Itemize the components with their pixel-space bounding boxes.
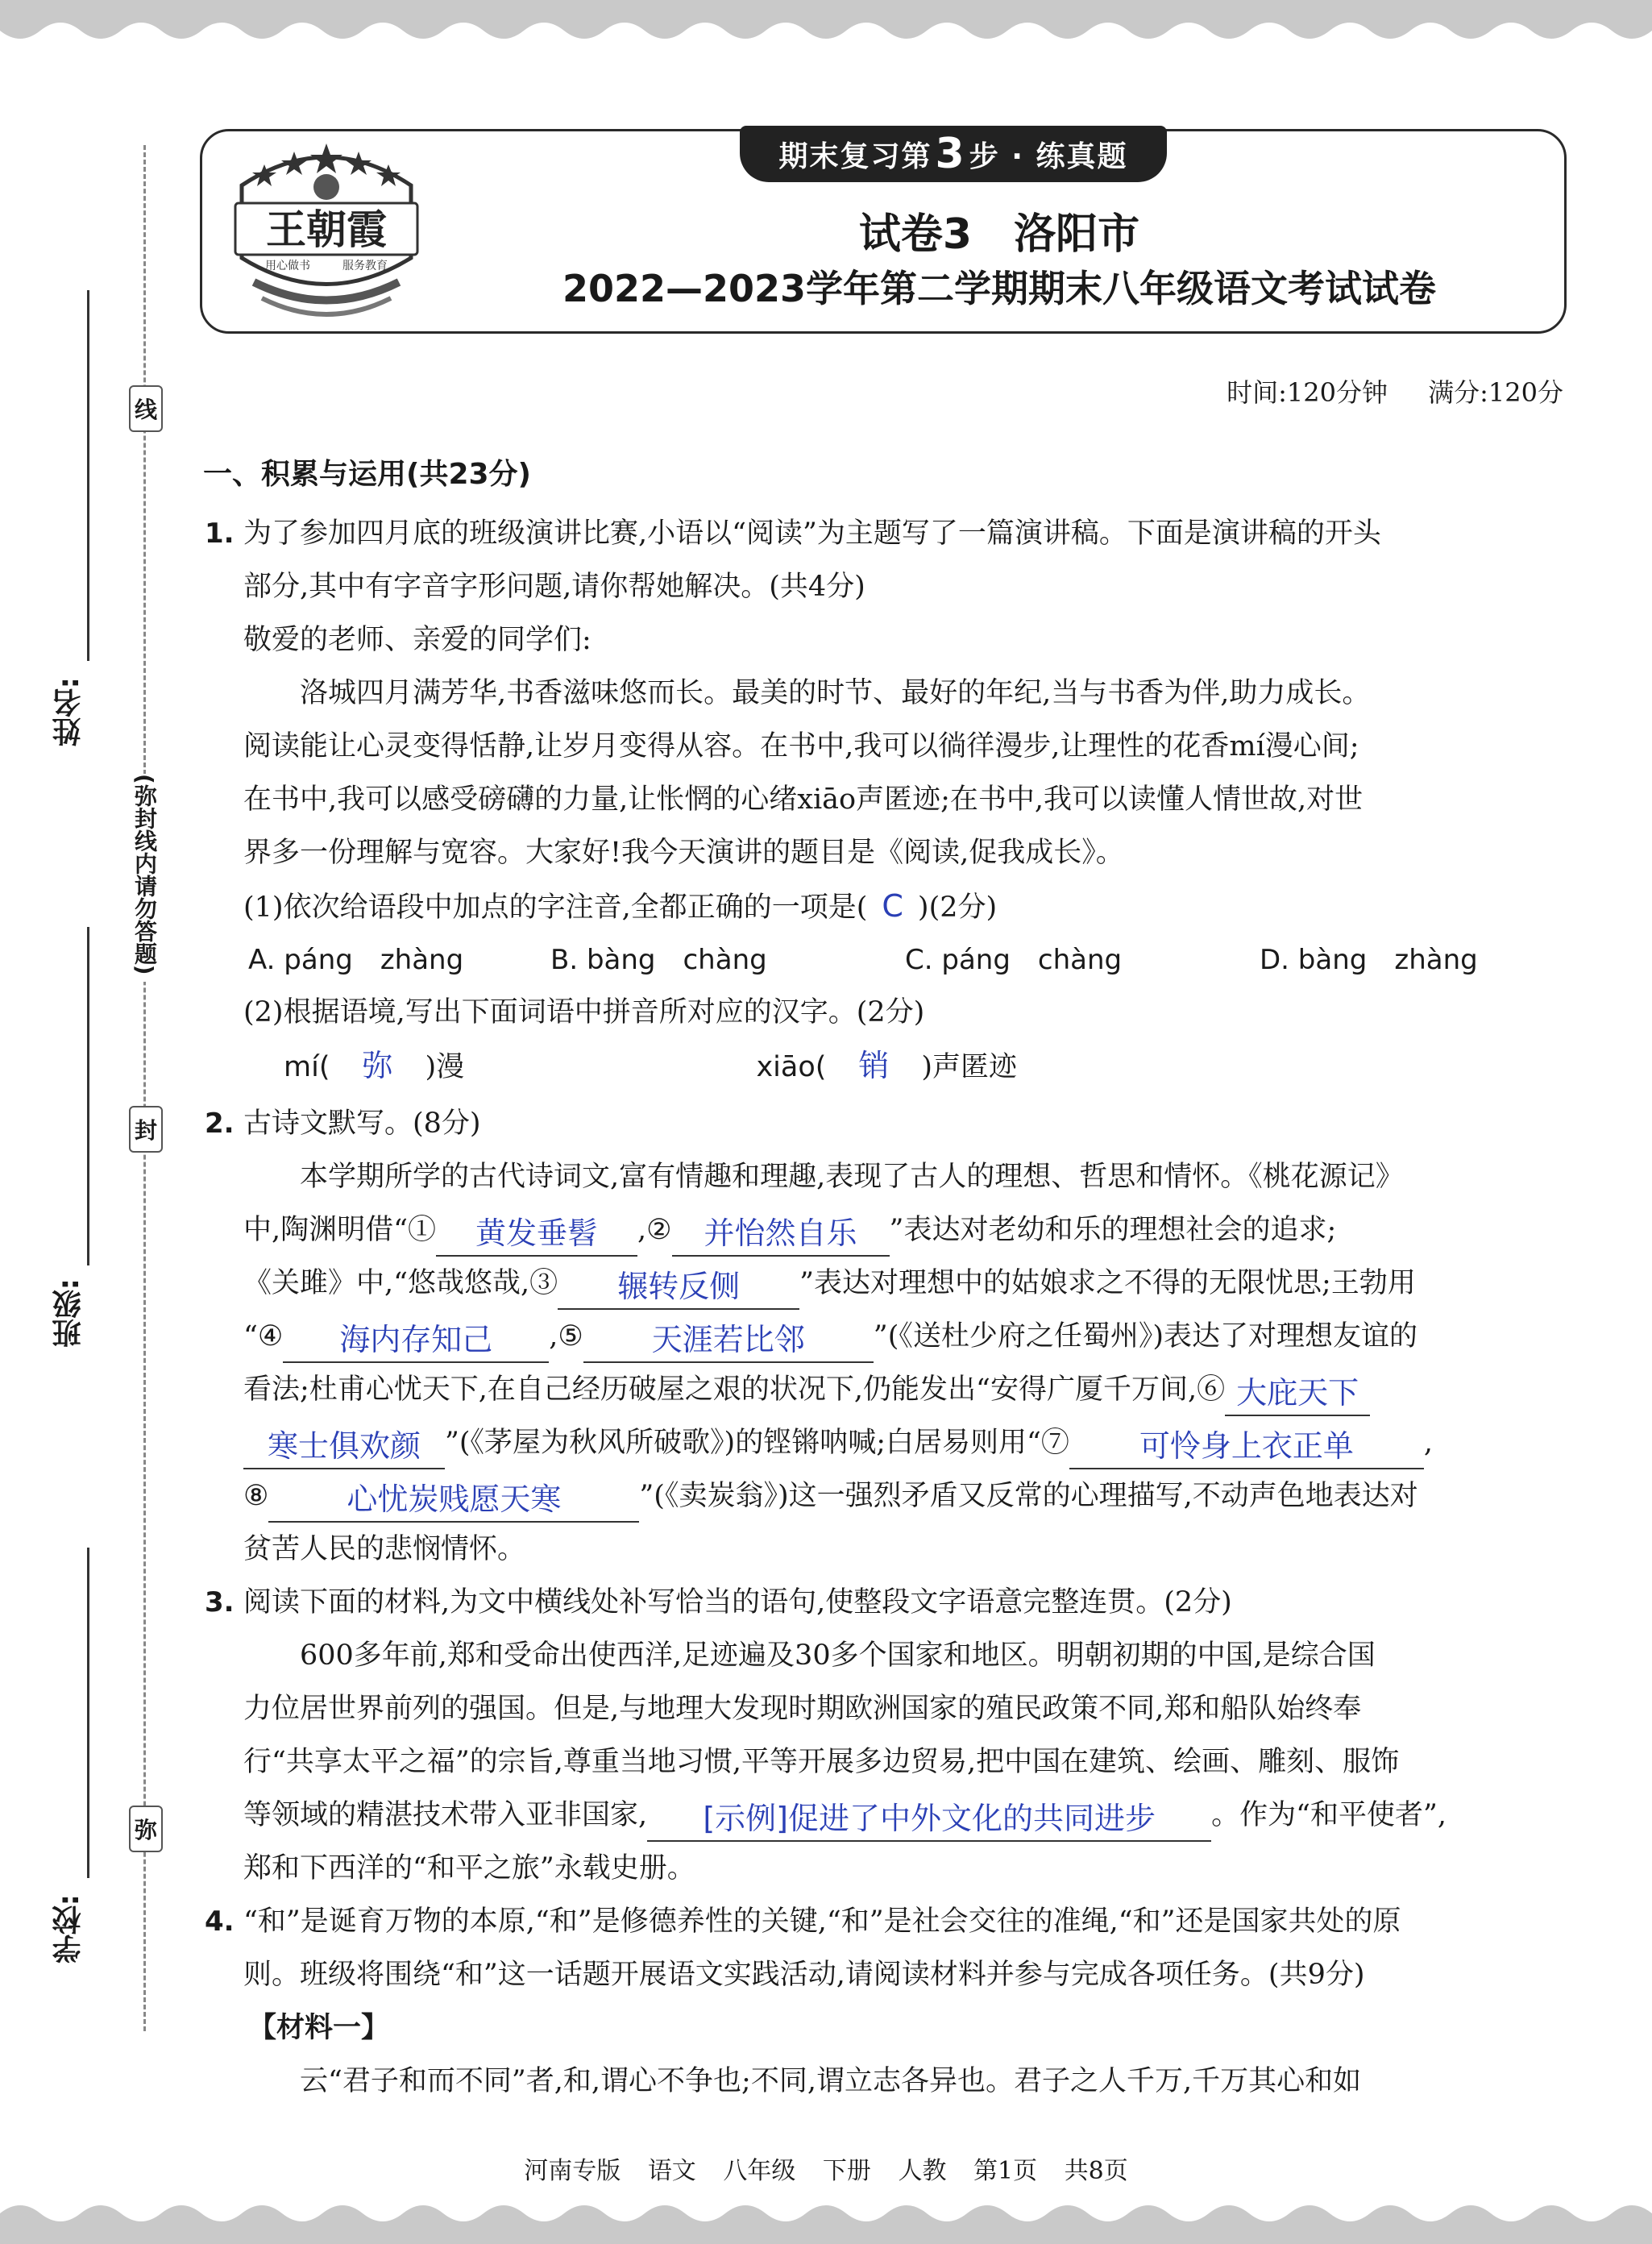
q3-answer-blank[interactable]: [示例]促进了中外文化的共同进步 <box>647 1797 1211 1842</box>
section-title: 一、积累与运用(共23分) <box>203 458 532 491</box>
footer-volume: 下册 <box>822 2157 871 2185</box>
option-c[interactable]: C. páng chàng <box>905 944 1123 976</box>
option-b[interactable]: B. bàng chàng <box>550 944 767 976</box>
blank-6-part2[interactable]: 寒士俱欢颜 <box>243 1424 445 1469</box>
footer-grade: 八年级 <box>723 2157 796 2185</box>
time-limit: 时间:120分钟 <box>1227 377 1388 408</box>
school-field <box>48 1894 89 1964</box>
binding-mark-feng: 封 <box>129 1106 163 1153</box>
binding-note: (弥封线内请勿答题) <box>131 774 158 982</box>
exam-subtitle: 2022—2023学年第二学期期末八年级语文考试试卷 <box>562 267 1437 310</box>
class-blank[interactable] <box>87 927 89 1265</box>
step-tab: 期末复习第 3 步 · 练真题 <box>740 126 1167 182</box>
footer-subject: 语文 <box>647 2157 696 2185</box>
exam-meta <box>1194 372 1563 409</box>
question-number: 2. <box>205 1107 235 1140</box>
sub-question-1: (1)依次给语段中加点的字注音,全都正确的一项是( C )(2分) <box>243 888 998 924</box>
class-label: 班级: <box>52 1278 85 1348</box>
school-blank[interactable] <box>87 1548 89 1878</box>
blank-2[interactable]: 并怡然自乐 <box>672 1211 890 1257</box>
binding-mark-mi: 弥 <box>129 1806 163 1852</box>
exam-content <box>203 451 1565 2108</box>
question-1-part-2: (2)根据语境,写出下面词语中拼音所对应的汉字。(2分) mí( 弥 )漫 xiāo( 销 )声匿迹 <box>243 996 1018 1083</box>
exam-title: 试卷3 洛阳市 <box>858 210 1140 259</box>
question-1: 1. 为了参加四月底的班级演讲比赛,小语以“阅读”为主题写了一篇演讲稿。下面是演讲稿的开头 部分,其中有字音字形问题,请你帮她解决。(共4分) 敬爱的老师、亲爱的同学们: 洛城四月满芳华,书香滋味悠而长。最美的时节、最好的年纪,当与书香为伴,助力成长。 阅读能让心灵变得恬静,让岁月变得从容。在书中,我可以徜徉漫步,让理性的花香mí漫心间; 在书中,我可以感受磅礴的力量,让怅惘的心绪xiāo声匿迹;在书中,我可以读懂人情世故,对世 界多一份理解与宽容。大家好!我今天演讲的题目是《阅读,促我成长》。 (1)依次给语段中加点的字注音,全都正确的一项是( C )(2分) <box>203 507 1565 934</box>
footer-page: 第1页 <box>973 2157 1038 2185</box>
bottom-wave-border <box>0 2188 1652 2244</box>
speech-greeting: 敬爱的老师、亲爱的同学们: <box>243 624 591 656</box>
footer-total: 共8页 <box>1064 2157 1128 2185</box>
name-field <box>48 677 89 746</box>
blank-7[interactable]: 可怜身上衣正单 <box>1069 1424 1424 1469</box>
material-1-title: 【材料一】 <box>248 2012 390 2044</box>
answer-choice[interactable]: C <box>882 888 903 924</box>
name-label: 姓名: <box>52 677 85 747</box>
page-footer <box>0 2150 1652 2186</box>
footer-publisher: 人教 <box>898 2157 947 2185</box>
blank-6-part1[interactable]: 大庇天下 <box>1225 1371 1370 1416</box>
material-1-text: 云“君子和而不同”者,和,谓心不争也;不同,谓立志各异也。君子之人千万,千万其心和如 <box>300 2065 1362 2097</box>
blank-8[interactable]: 心忧炭贱愿天寒 <box>268 1477 639 1523</box>
question-2: 2. 古诗文默写。(8分) 本学期所学的古代诗词文,富有情趣和理趣,表现了古人的理想、哲思和情怀。《桃花源记》 中,陶渊明借“① 黄发垂髫 ,② 并怡然自乐 ”表达对老幼和乐的理想社会的追求; 《关雎》中,“悠哉悠哉,③ 辗转反侧 ”表达对理想中的姑娘求之不得的无限忧思;王勃用 “④ 海内存知己 ,⑤ 天涯若比邻 ”(《送杜少府之任蜀州》)表达了对理想友谊的 看法;杜甫心忧天下,在自己经历破屋之艰的状况下,仍能发出“安得广厦千万间,⑥ 大庇天下 寒士俱欢颜 ”(《茅屋为秋风所破歌》)的铿锵呐喊;白居易则用“⑦ 可怜身上衣正单 , ⑧ 心忧炭贱愿天寒 ”(《卖炭翁》)这一强烈矛盾又反常的心理描写,不动声色地表达对 贫苦人民的悲悯情怀。 <box>203 1097 1565 1576</box>
name-blank[interactable] <box>87 290 89 661</box>
answer-mi[interactable]: 弥 <box>362 1048 393 1083</box>
svg-text:用心做书: 用心做书 <box>265 260 310 272</box>
question-4: 4. “和”是诞育万物的本原,“和”是修德养性的关键,“和”是社会交往的准绳,“和”还是国家共处的原 则。班级将围绕“和”这一话题开展语文实践活动,请阅读材料并参与完成各项任务。(共9分) <box>203 1895 1565 2001</box>
footer-edition: 河南专版 <box>524 2157 621 2185</box>
question-number: 4. <box>205 1905 235 1938</box>
blank-4[interactable]: 海内存知己 <box>283 1318 549 1363</box>
logo-brand-text: 王朝霞 <box>266 206 387 253</box>
binding-mark-xian: 线 <box>129 385 163 432</box>
school-label: 学校: <box>52 1894 85 1964</box>
options-row <box>203 934 1565 986</box>
svg-text:服务教育: 服务教育 <box>342 260 388 272</box>
publisher-logo <box>218 137 435 322</box>
option-a[interactable]: A. páng zhàng <box>248 944 464 976</box>
question-3: 3. 阅读下面的材料,为文中横线处补写恰当的语句,使整段文字语意完整连贯。(2分) 600多年前,郑和受命出使西洋,足迹遍及30多个国家和地区。明朝初期的中国,是综合国 力位居世界前列的强国。但是,与地理大发现时期欧洲国家的殖民政策不同,郑和船队始终奉 行“共享太平之福”的宗旨,尊重当地习惯,平等开展多边贸易,把中国在建筑、绘画、雕刻、服饰 等领域的精湛技术带入亚非国家, [示例]促进了中外文化的共同进步 。作为“和平使者”, 郑和下西洋的“和平之旅”永载史册。 <box>203 1576 1565 1895</box>
option-d[interactable]: D. bàng zhàng <box>1260 944 1478 976</box>
blank-3[interactable]: 辗转反侧 <box>558 1265 799 1310</box>
top-wave-border <box>0 0 1652 56</box>
blank-1[interactable]: 黄发垂髫 <box>436 1211 637 1257</box>
answer-xiao[interactable]: 销 <box>858 1048 890 1083</box>
question-number: 1. <box>205 517 235 550</box>
blank-5[interactable]: 天涯若比邻 <box>583 1318 874 1363</box>
question-number: 3. <box>205 1586 235 1619</box>
full-score: 满分:120分 <box>1428 377 1563 408</box>
class-field <box>48 1278 89 1348</box>
